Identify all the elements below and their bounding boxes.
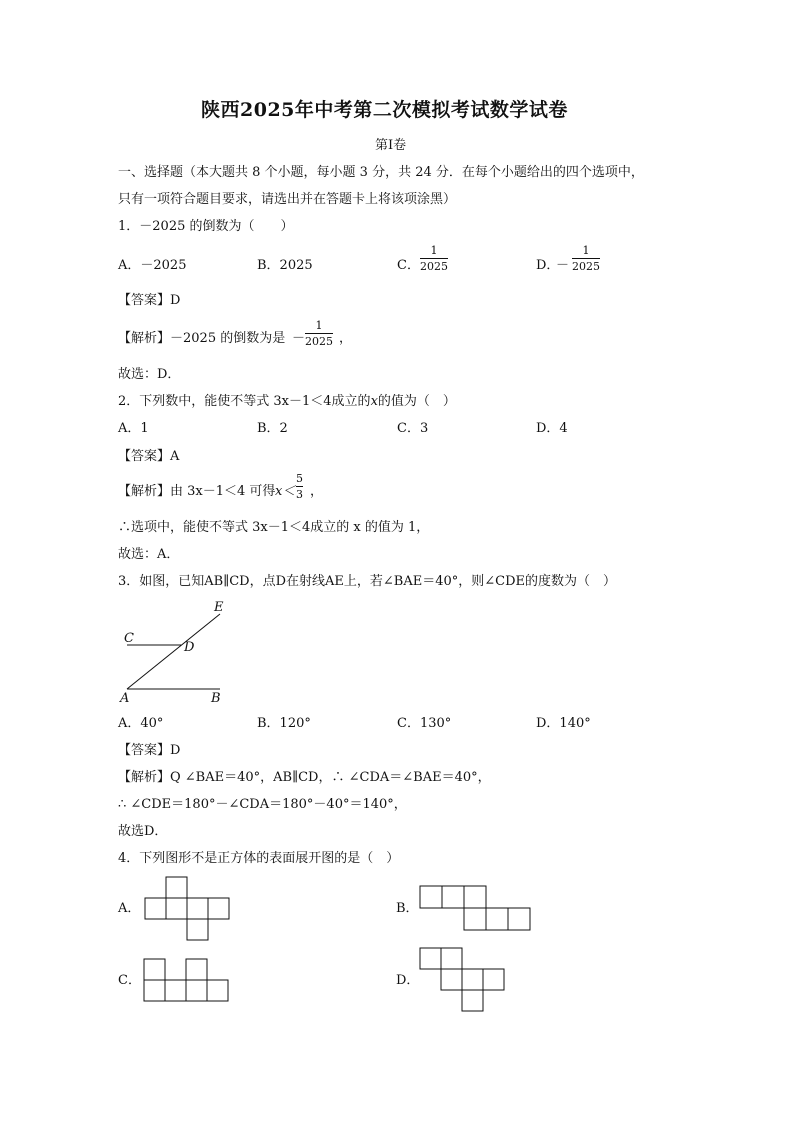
q1-analysis-comma: ， xyxy=(339,331,353,346)
page-title: 陕西2025年中考第二次模拟考试数学试卷 xyxy=(201,99,568,121)
q2-option-c: C．3 xyxy=(397,421,429,436)
q2-stem-variable: x xyxy=(370,394,378,409)
q1-analysis-text: 【解析】－2025 的倒数为是 xyxy=(118,331,286,346)
q1-option-c-denominator: 2025 xyxy=(420,260,448,273)
q1-option-c-label: C． xyxy=(397,258,420,273)
q1-option-d-sign: － xyxy=(556,258,570,273)
q2-therefore: ∴选项中，能使不等式 3x－1＜4成立的 x 的值为 1， xyxy=(118,520,430,535)
q1-option-d-numerator: 1 xyxy=(582,244,590,257)
q2-option-a: A．1 xyxy=(118,421,149,436)
q2-option-b: B．2 xyxy=(257,421,288,436)
q2-analysis-comma: ， xyxy=(310,484,324,499)
q4-option-b-label: B． xyxy=(396,901,419,916)
q3-conclusion: 故选D． xyxy=(118,824,168,839)
q1-option-c-numerator: 1 xyxy=(430,244,438,257)
q4-net-b xyxy=(420,886,530,930)
q3-analysis-2: ∴ ∠CDE＝180°－∠CDA＝180°－40°＝140°， xyxy=(118,797,407,812)
section-line-1: 一、选择题（本大题共 8 个小题，每小题 3 分，共 24 分．在每个小题给出的四个选项中， xyxy=(118,165,644,180)
q1-option-b: B．2025 xyxy=(257,258,313,273)
q3-option-c: C．130° xyxy=(397,716,452,731)
q2-option-d: D．4 xyxy=(536,421,568,436)
q4-stem: 4．下列图形不是正方体的表面展开图的是（ ） xyxy=(118,851,400,866)
q1-analysis-denominator: 2025 xyxy=(305,335,333,348)
q2-answer: 【答案】A xyxy=(118,449,180,464)
q3-analysis-1: 【解析】Q ∠BAE＝40°，AB∥CD，∴ ∠CDA＝∠BAE＝40°， xyxy=(118,770,491,785)
q4-net-a xyxy=(145,877,229,940)
q3-label-b: B xyxy=(211,691,221,706)
q1-option-a: A．－2025 xyxy=(118,258,187,273)
q4-net-c xyxy=(144,959,228,1001)
q2-stem-end: 的值为（ ） xyxy=(377,394,456,409)
q3-answer: 【答案】D xyxy=(118,743,181,758)
q4-option-a-label: A． xyxy=(118,901,141,916)
q2-conclusion: 故选：A． xyxy=(118,547,180,562)
q4-net-d xyxy=(420,948,504,1011)
q1-analysis-numerator: 1 xyxy=(315,319,323,332)
q3-option-a: A．40° xyxy=(118,716,164,731)
q3-option-b: B．120° xyxy=(257,716,311,731)
q3-label-a: A xyxy=(120,691,130,706)
q3-option-d: D．140° xyxy=(536,716,591,731)
q3-label-d: D xyxy=(184,640,195,655)
q3-label-c: C xyxy=(124,631,134,646)
q2-analysis-variable: x＜ xyxy=(275,484,296,499)
q1-answer: 【答案】D xyxy=(118,293,181,308)
q2-analysis-text: 【解析】由 3x－1＜4 可得 xyxy=(118,484,276,499)
q3-label-e: E xyxy=(214,600,224,615)
q3-stem: 3．如图，已知AB∥CD，点D在射线AE上，若∠BAE＝40°，则∠CDE的度数为（ ） xyxy=(118,574,617,589)
q2-analysis-numerator: 5 xyxy=(296,472,303,485)
q2-stem-text: 2．下列数中，能使不等式 3x－1＜4成立的 xyxy=(118,394,371,409)
q4-option-c-label: C． xyxy=(118,973,141,988)
q1-conclusion: 故选：D． xyxy=(118,367,181,382)
q4-option-d-label: D． xyxy=(396,973,420,988)
q1-option-d-label: D． xyxy=(536,258,560,273)
q1-option-d-denominator: 2025 xyxy=(572,260,600,273)
volume-label: 第I卷 xyxy=(375,138,407,153)
q1-stem: 1．－2025 的倒数为（ ） xyxy=(118,219,294,234)
q2-analysis-denominator: 3 xyxy=(296,488,303,501)
q1-analysis-sign: － xyxy=(292,331,306,346)
section-line-2: 只有一项符合题目要求，请选出并在答题卡上将该项涂黑） xyxy=(118,192,457,207)
